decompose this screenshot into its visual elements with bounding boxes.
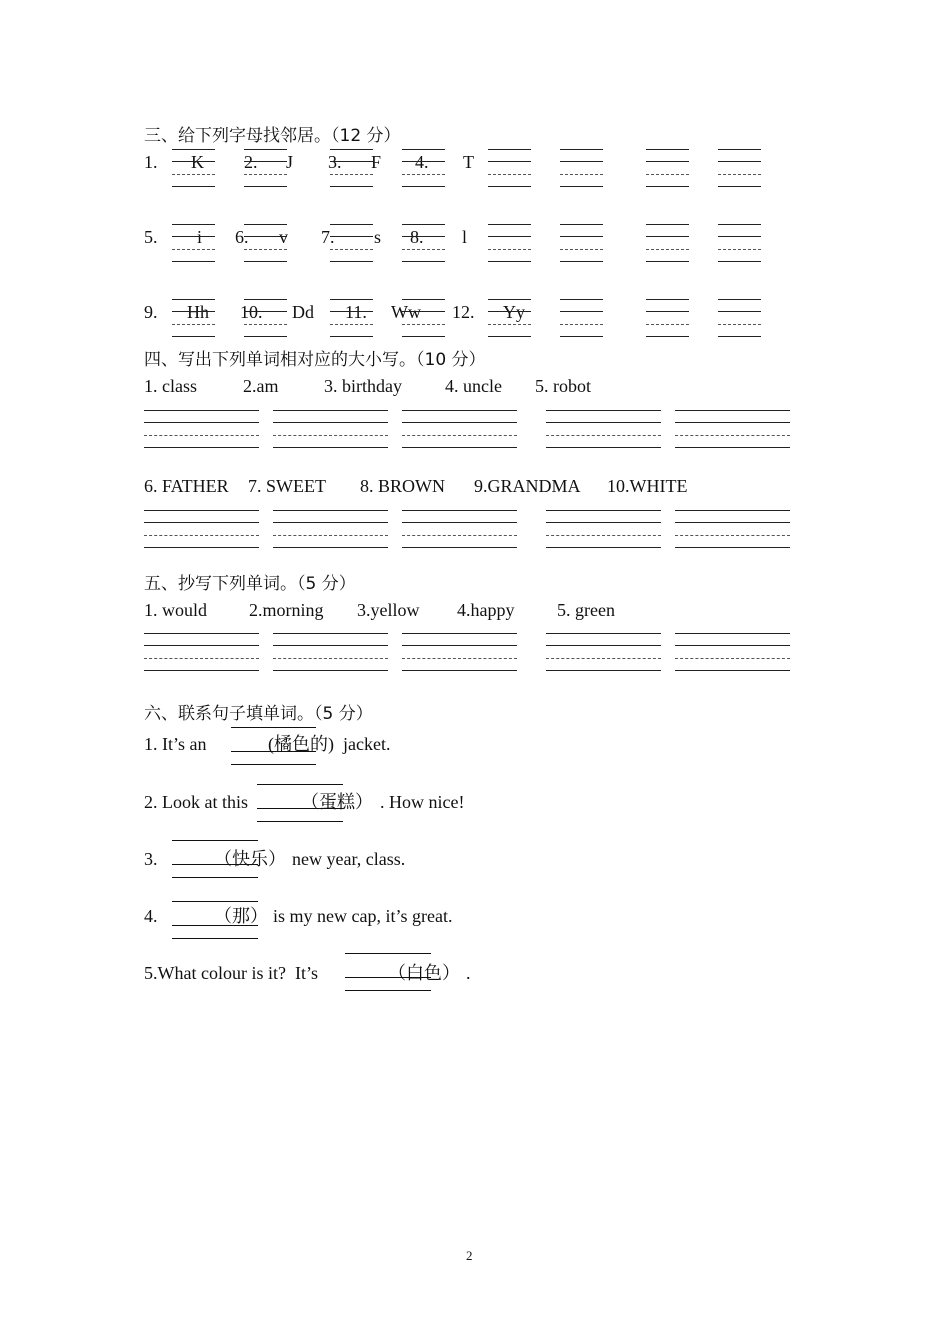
four-line-grid[interactable]: [546, 633, 661, 671]
item-number: 4.: [415, 152, 429, 172]
four-line-grid[interactable]: [488, 299, 531, 337]
four-line-grid[interactable]: [675, 410, 790, 448]
word: 7. SWEET: [248, 476, 326, 496]
four-line-grid[interactable]: [244, 224, 287, 262]
four-line-grid[interactable]: [646, 224, 689, 262]
word: 5. robot: [535, 376, 591, 396]
section-5-title: 五、抄写下列单词。（5 分）: [144, 574, 356, 594]
sentence-prefix: 1. It’s an: [144, 734, 207, 754]
sentence-prefix: 4.: [144, 906, 158, 926]
four-line-grid[interactable]: [273, 410, 388, 448]
four-line-grid[interactable]: [646, 299, 689, 337]
item-number: 11.: [345, 302, 367, 322]
word: 3. birthday: [324, 376, 402, 396]
four-line-grid[interactable]: [718, 224, 761, 262]
item-number: 2.: [244, 152, 258, 172]
letter: i: [197, 227, 203, 247]
hint: （白色）: [388, 963, 460, 983]
four-line-grid[interactable]: [560, 149, 603, 187]
word: 1. class: [144, 376, 197, 396]
four-line-grid[interactable]: [402, 410, 517, 448]
item-number: 6.: [235, 227, 249, 247]
item-number: 12.: [452, 302, 475, 322]
four-line-grid[interactable]: [172, 149, 215, 187]
word: 2.morning: [249, 600, 324, 620]
letter: l: [462, 227, 468, 247]
four-line-grid[interactable]: [330, 149, 373, 187]
section-3-title: 三、给下列字母找邻居。（12 分）: [144, 126, 401, 146]
four-line-grid[interactable]: [244, 149, 287, 187]
letter: Hh: [187, 302, 209, 322]
hint: （蛋糕）: [301, 792, 373, 812]
sentence-prefix: 5.What colour is it? It’s: [144, 963, 318, 983]
page-number: 2: [466, 1248, 473, 1263]
letter: T: [463, 152, 474, 172]
four-line-grid[interactable]: [273, 633, 388, 671]
four-line-grid[interactable]: [560, 299, 603, 337]
four-line-grid[interactable]: [488, 224, 531, 262]
four-line-grid[interactable]: [718, 299, 761, 337]
word: 6. FATHER: [144, 476, 229, 496]
sentence-suffix: .: [466, 963, 471, 983]
item-number: 5.: [144, 227, 158, 247]
four-line-grid[interactable]: [172, 299, 215, 337]
hint: （快乐）: [214, 849, 286, 869]
four-line-grid[interactable]: [144, 510, 259, 548]
section-6-title: 六、联系句子填单词。（5 分）: [144, 704, 373, 724]
four-line-grid[interactable]: [144, 410, 259, 448]
word: 1. would: [144, 600, 207, 620]
sentence-suffix: is my new cap, it’s great.: [273, 906, 453, 926]
four-line-grid[interactable]: [675, 510, 790, 548]
four-line-grid[interactable]: [402, 299, 445, 337]
item-number: 9.: [144, 302, 158, 322]
letter: v: [279, 227, 288, 247]
four-line-grid[interactable]: [330, 224, 373, 262]
word: 8. BROWN: [360, 476, 445, 496]
sentence-suffix: . How nice!: [380, 792, 465, 812]
word: 4. uncle: [445, 376, 502, 396]
four-line-grid[interactable]: [488, 149, 531, 187]
hint: (橘色的): [268, 734, 334, 754]
letter: F: [371, 152, 382, 172]
item-number: 8.: [410, 227, 424, 247]
sentence-suffix: jacket.: [343, 734, 391, 754]
letter: Yy: [503, 302, 525, 322]
word: 10.WHITE: [607, 476, 688, 496]
letter: J: [286, 152, 294, 172]
four-line-grid[interactable]: [718, 149, 761, 187]
letter: s: [374, 227, 382, 247]
word: 4.happy: [457, 600, 515, 620]
four-line-grid[interactable]: [144, 633, 259, 671]
word: 5. green: [557, 600, 615, 620]
section-4-title: 四、写出下列单词相对应的大小写。（10 分）: [144, 350, 486, 370]
word: 3.yellow: [357, 600, 420, 620]
four-line-grid[interactable]: [244, 299, 287, 337]
four-line-grid[interactable]: [402, 149, 445, 187]
item-number: 3.: [328, 152, 342, 172]
sentence-prefix: 2. Look at this: [144, 792, 248, 812]
four-line-grid[interactable]: [675, 633, 790, 671]
sentence-suffix: new year, class.: [292, 849, 406, 869]
letter: Dd: [292, 302, 314, 322]
four-line-grid[interactable]: [646, 149, 689, 187]
four-line-grid[interactable]: [402, 510, 517, 548]
four-line-grid[interactable]: [402, 224, 445, 262]
four-line-grid[interactable]: [546, 410, 661, 448]
item-number: 1.: [144, 152, 158, 172]
sentence-prefix: 3.: [144, 849, 158, 869]
letter: K: [191, 152, 204, 172]
item-number: 7.: [321, 227, 335, 247]
item-number: 10.: [240, 302, 263, 322]
four-line-grid[interactable]: [330, 299, 373, 337]
four-line-grid[interactable]: [560, 224, 603, 262]
four-line-grid[interactable]: [402, 633, 517, 671]
word: 9.GRANDMA: [474, 476, 581, 496]
four-line-grid[interactable]: [273, 510, 388, 548]
hint: （那）: [214, 906, 268, 926]
word: 2.am: [243, 376, 279, 396]
four-line-grid[interactable]: [546, 510, 661, 548]
letter: Ww: [391, 302, 421, 322]
four-line-grid[interactable]: [172, 224, 215, 262]
